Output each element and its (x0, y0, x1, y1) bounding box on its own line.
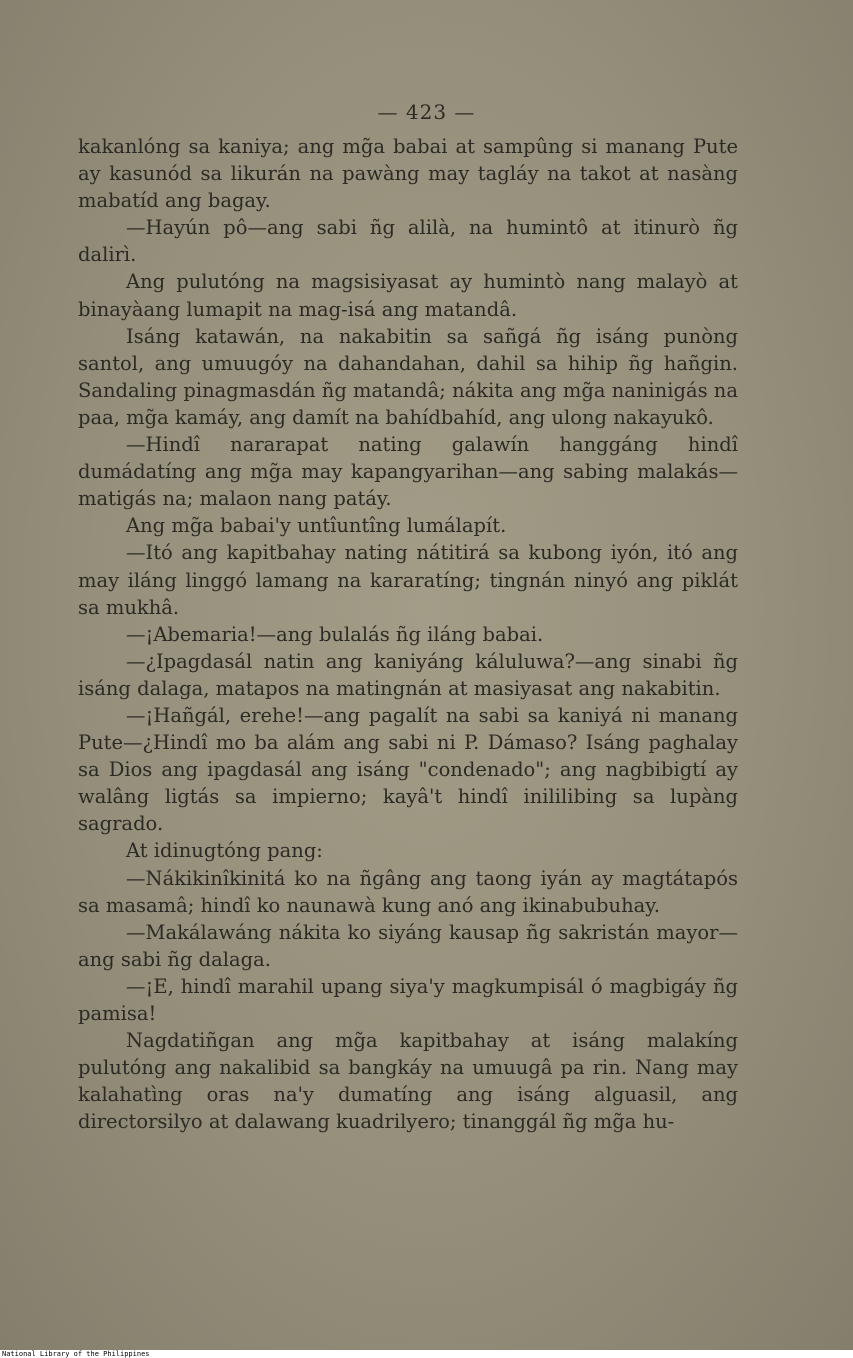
paragraph: —Hayún pô—ang sabi ñg alilà, na humintô at itinurò ñg dalirì. (78, 216, 738, 267)
paragraph: Ang pulutóng na magsisiyasat ay humintò nang malayò at binayàang lumapit na mag-isá ang matandâ. (78, 270, 738, 321)
paragraph: —¡E, hindî marahil upang siya'y magkumpisál ó magbigáy ñg pamisa! (78, 974, 738, 1025)
paragraph: Nagdatiñgan ang mg̃a kapitbahay at isáng malakíng pulutóng ang nakalibid sa bangkáy na umuugâ pa rin. Nang may kalahatìng oras na'y dumatíng ang isáng alguasil, ang directorsilyo at dalawang kuadrilyero; tinanggál ñg mg̃a hu- (78, 1029, 738, 1134)
paragraph: —¿Ipagdasál natin ang kaniyáng káluluwa?—ang sinabi ñg isáng dalaga, matapos na matingnán at masiyasat ang nakabitin. (78, 649, 738, 700)
page-text (78, 133, 738, 1135)
paragraph: —¡Hañgál, erehe!—ang pagalít na sabi sa kaniyá ni manang Pute—¿Hindî mo ba alám ang sabi ni P. Dámaso? Isáng paghalay sa Dios ang ipagdasál ang isáng "condenado"; ang nagbibigtí ay walâng ligtás sa impierno; kayâ't hindî inililibing sa lupàng sagrado. (78, 703, 738, 836)
paragraph: —Itó ang kapitbahay nating nátitirá sa kubong iyón, itó ang may iláng linggó lamang na kararatíng; tingnán ninyó ang piklát sa mukhâ. (78, 541, 738, 619)
paragraph: —Makálawáng nákita ko siyáng kausap ñg sakristán mayor—ang sabi ñg dalaga. (78, 920, 738, 971)
paragraph: At idinugtóng pang: (126, 839, 323, 863)
paragraph: —Hindî nararapat nating galawín hanggáng hindî dumádatíng ang mg̃a may kapangyarihan—ang sabing malakás—matigás na; malaon nang patáy. (78, 433, 738, 511)
paragraph: Ang mg̃a babai'y untîuntîng lumálapít. (126, 514, 507, 538)
paragraph: —¡Abemaria!—ang bulalás ñg iláng babai. (126, 622, 544, 646)
paragraph: kakanlóng sa kaniya; ang mg̃a babai at sampûng si manang Pute ay kasunód sa likurán na pawàng may tagláy na takot at nasàng mabatíd ang bagay. (78, 135, 738, 213)
paragraph: Isáng katawán, na nakabitin sa sañgá ñg isáng punòng santol, ang umuugóy na dahandahan, dahil sa hihip ñg hañgin. Sandaling pinagmasdán ñg matandâ; nákita ang mg̃a naninigás na paa, mg̃a kamáy, ang damít na bahídbahíd, ang ulong nakayukô. (78, 324, 738, 429)
paragraph: —Nákikinîkinitá ko na ñgâng ang taong iyán ay magtátapós sa masamâ; hindî ko naunawà kung anó ang ikinabubuhay. (78, 866, 738, 917)
page-number: — 423 — (377, 100, 476, 124)
library-footer: National Library of the Philippines (0, 1350, 853, 1358)
